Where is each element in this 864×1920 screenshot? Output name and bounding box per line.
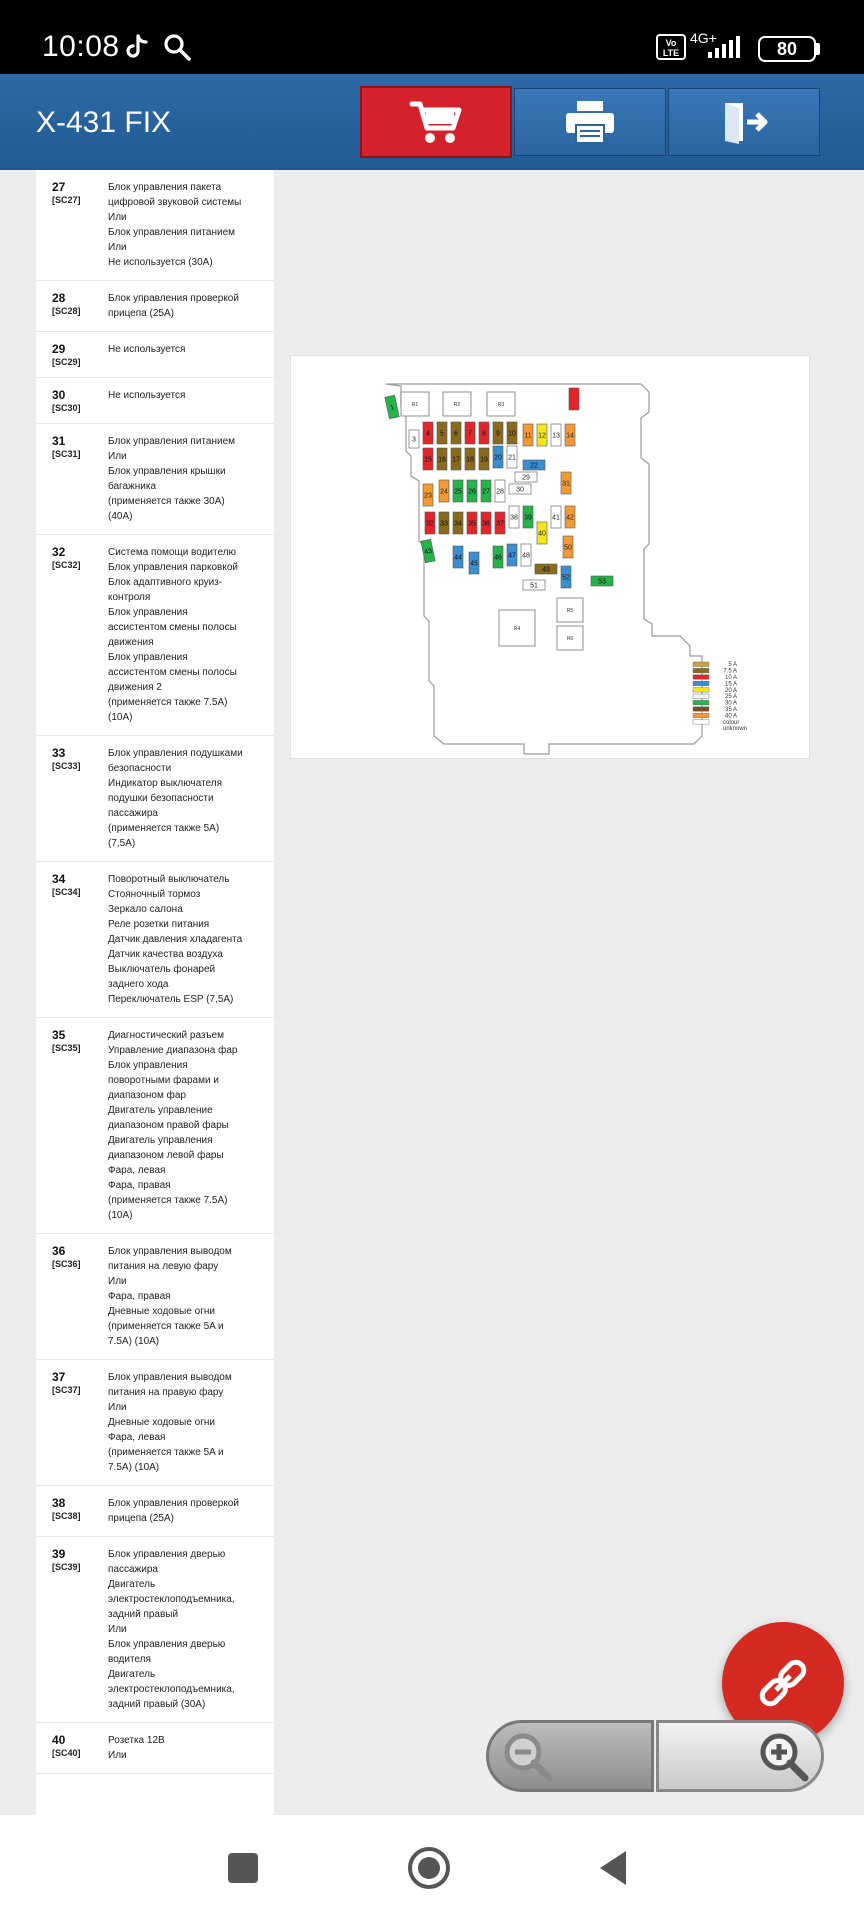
fuse-20 xyxy=(493,446,503,468)
svg-text:25 A: 25 A xyxy=(724,694,737,701)
fuse-16 xyxy=(437,448,447,470)
fuse-14 xyxy=(565,424,575,446)
fuse-code: [SC34] xyxy=(52,887,81,897)
fuse-46 xyxy=(493,546,503,568)
fuse-list-item xyxy=(36,862,274,1018)
fuse-number: 31 xyxy=(52,434,66,448)
fuse-47 xyxy=(507,544,517,566)
fuse-id xyxy=(52,180,108,270)
fuse-28 xyxy=(495,480,505,502)
svg-text:20 A: 20 A xyxy=(724,687,737,694)
relay-r6 xyxy=(557,626,583,650)
svg-text:1: 1 xyxy=(389,404,395,412)
legend-item xyxy=(693,707,737,713)
fuse-51 xyxy=(523,580,545,590)
back-triangle-icon[interactable] xyxy=(592,1843,642,1893)
exit-icon xyxy=(719,99,769,145)
fuse-10 xyxy=(507,422,517,444)
svg-text:R4: R4 xyxy=(513,626,521,632)
search-icon xyxy=(162,32,192,62)
fuse-26 xyxy=(467,480,477,502)
svg-text:52: 52 xyxy=(562,574,570,582)
fuse-41 xyxy=(551,506,561,528)
svg-text:12: 12 xyxy=(538,432,546,440)
svg-text:23: 23 xyxy=(424,492,432,500)
fuse-description: Блок управления выводом питания на правую фару Или Дневные ходовые огни Фара, левая (применяется также 5A и 7.5A) (10A) xyxy=(108,1372,232,1473)
fuse-list-item xyxy=(36,378,274,424)
fuse-list-item xyxy=(36,424,274,535)
svg-text:3: 3 xyxy=(412,436,416,444)
svg-text:20: 20 xyxy=(494,454,502,462)
svg-text:30 A: 30 A xyxy=(724,700,737,707)
svg-text:45: 45 xyxy=(470,560,478,568)
svg-text:31: 31 xyxy=(562,480,570,488)
svg-text:33: 33 xyxy=(440,520,448,528)
fuse-id xyxy=(52,291,108,321)
fuse-number: 35 xyxy=(52,1028,66,1042)
fuse-42 xyxy=(565,506,575,528)
svg-text:7.5 A: 7.5 A xyxy=(723,668,737,675)
svg-text:10 A: 10 A xyxy=(724,675,737,681)
fuse-id xyxy=(52,746,108,851)
svg-text:28: 28 xyxy=(496,488,504,496)
fuse-30 xyxy=(509,484,531,494)
fuse-id xyxy=(52,342,108,367)
print-icon xyxy=(564,99,616,145)
fuse-list-item xyxy=(36,332,274,378)
svg-text:colourunknown: colour unknown xyxy=(723,719,748,733)
legend-item xyxy=(693,681,737,687)
svg-text:R1: R1 xyxy=(411,402,419,408)
fuse-code: [SC36] xyxy=(52,1259,81,1269)
recents-square-icon[interactable] xyxy=(218,1843,268,1893)
fuse-list-item xyxy=(36,1018,274,1234)
fuse-22 xyxy=(523,460,545,470)
svg-text:21: 21 xyxy=(508,454,516,462)
fuse-code: [SC29] xyxy=(52,357,81,367)
fuse-description: Блок управления выводом питания на левую фару Или Фара, правая Дневные ходовые огни (применяется также 5A и 7.5A) (10A) xyxy=(108,1246,232,1347)
fuse-list-item xyxy=(36,1360,274,1486)
legend-item xyxy=(693,662,737,668)
svg-text:7: 7 xyxy=(468,430,472,438)
status-bar xyxy=(0,0,864,74)
fuse-id xyxy=(52,1244,108,1349)
fuse-4 xyxy=(423,422,433,444)
fuse-description: Диагностический разъем Управление диапазона фар Блок управления поворотными фарами и диапазоном фар Двигатель управление диапазоном правой фары Двигатель управления диапазоном левой фары Фара, левая Фара, правая (применяется также 7.5A) (10A) xyxy=(108,1030,238,1221)
fuse-5 xyxy=(437,422,447,444)
svg-text:35: 35 xyxy=(468,520,476,528)
fuse-49 xyxy=(535,564,557,574)
relay-r5 xyxy=(557,598,583,622)
tiktok-icon xyxy=(122,32,152,62)
fuse-15 xyxy=(423,448,433,470)
svg-text:34: 34 xyxy=(454,520,462,528)
svg-text:13: 13 xyxy=(552,432,560,440)
fuse-number: 40 xyxy=(52,1733,66,1747)
fuse-list-item xyxy=(36,281,274,332)
fuse-number: 36 xyxy=(52,1244,66,1258)
fuse-19 xyxy=(479,448,489,470)
fuse-description: Блок управления проверкой прицепа (25A) xyxy=(108,293,239,319)
link-icon xyxy=(751,1651,815,1715)
fuse-7 xyxy=(465,422,475,444)
app-title: X-431 FIX xyxy=(36,106,172,139)
fuse-6 xyxy=(451,422,461,444)
fuse-code: [SC31] xyxy=(52,449,81,459)
fuse-id xyxy=(52,434,108,524)
legend-item xyxy=(693,668,737,674)
fuse-9 xyxy=(493,422,503,444)
fuse-number: 29 xyxy=(52,342,66,356)
fuse-53 xyxy=(591,576,613,586)
svg-text:9: 9 xyxy=(496,430,500,438)
svg-text:10: 10 xyxy=(508,430,516,438)
svg-text:51: 51 xyxy=(530,582,538,590)
svg-text:R2: R2 xyxy=(453,402,461,408)
fuse-40 xyxy=(537,522,547,544)
svg-text:24: 24 xyxy=(440,488,448,496)
fuse-id xyxy=(52,1496,108,1526)
svg-text:R3: R3 xyxy=(497,402,505,408)
svg-text:17: 17 xyxy=(452,456,460,464)
fuse-29 xyxy=(515,472,537,482)
fuse-1 xyxy=(385,395,399,419)
relay-r3 xyxy=(487,392,515,416)
legend-item xyxy=(693,694,737,700)
battery-tip xyxy=(816,43,820,55)
svg-text:32: 32 xyxy=(426,520,434,528)
fuse-id xyxy=(52,1370,108,1475)
fuse-33 xyxy=(439,512,449,534)
svg-text:R6: R6 xyxy=(566,636,574,642)
fuse-code: [SC30] xyxy=(52,403,81,413)
fuse-36 xyxy=(481,512,491,534)
svg-text:40 A: 40 A xyxy=(724,713,737,720)
svg-text:26: 26 xyxy=(468,488,476,496)
svg-text:5: 5 xyxy=(440,430,444,438)
legend-item xyxy=(693,675,737,681)
fuse-description: Не используется xyxy=(108,344,186,355)
fuse-number: 32 xyxy=(52,545,66,559)
fuse-48 xyxy=(521,544,531,566)
fuse-number: 30 xyxy=(52,388,66,402)
fuse-list-item xyxy=(36,170,274,281)
svg-text:44: 44 xyxy=(454,554,462,562)
fuse-list[interactable] xyxy=(36,170,274,1815)
fuse-39 xyxy=(523,506,533,528)
fuse-8 xyxy=(479,422,489,444)
fuse-code: [SC40] xyxy=(52,1748,81,1758)
fuse-list-item xyxy=(36,736,274,862)
fuse-31 xyxy=(561,472,571,494)
fuse-description: Блок управления дверью пассажира Двигатель электростеклоподъемника, задний правый Или Блок управления дверью водителя Двигатель электростеклоподъемника, задний правый (30A) xyxy=(108,1549,235,1710)
svg-text:15: 15 xyxy=(424,456,432,464)
fuse-list-item xyxy=(36,535,274,736)
fuse-3 xyxy=(409,430,419,448)
cart-button[interactable] xyxy=(360,86,512,158)
svg-text:29: 29 xyxy=(522,474,530,482)
fuse-box-diagram[interactable] xyxy=(290,355,810,759)
fuse-12 xyxy=(537,424,547,446)
svg-text:48: 48 xyxy=(522,552,530,560)
home-circle-icon[interactable] xyxy=(404,1843,454,1893)
relay-r2 xyxy=(443,392,471,416)
legend-item xyxy=(693,700,737,706)
fuse-list-item xyxy=(36,1486,274,1537)
fuse-43 xyxy=(421,539,435,563)
fuse-number: 34 xyxy=(52,872,66,886)
svg-text:25: 25 xyxy=(454,488,462,496)
fuse-description: Блок управления подушками безопасности Индикатор выключателя подушки безопасности пассажира (применяется также 5A) (7,5A) xyxy=(108,748,243,849)
fuse-code: [SC33] xyxy=(52,761,81,771)
svg-text:39: 39 xyxy=(524,514,532,522)
fuse-34 xyxy=(453,512,463,534)
fuse-21 xyxy=(507,446,517,468)
fuse-description: Блок управления пакета цифровой звуковой системы Или Блок управления питанием Или Не используется (30A) xyxy=(108,182,242,268)
svg-text:36: 36 xyxy=(482,520,490,528)
svg-text:50: 50 xyxy=(564,544,572,552)
svg-text:46: 46 xyxy=(494,554,502,562)
fuse-code: [SC39] xyxy=(52,1562,81,1572)
zoom-in-button[interactable] xyxy=(656,1720,824,1792)
fuse-code: [SC35] xyxy=(52,1043,81,1053)
fuse-id xyxy=(52,545,108,725)
fuse-code: [SC27] xyxy=(52,195,81,205)
relay-r1 xyxy=(401,392,429,416)
svg-text:5 A: 5 A xyxy=(728,662,737,669)
fuse-number: 37 xyxy=(52,1370,66,1384)
svg-text:22: 22 xyxy=(530,462,538,470)
svg-text:6: 6 xyxy=(454,430,458,438)
svg-text:47: 47 xyxy=(508,552,516,560)
svg-text:41: 41 xyxy=(552,514,560,522)
svg-text:38: 38 xyxy=(510,514,518,522)
fuse-27 xyxy=(481,480,491,502)
fuse-code: [SC38] xyxy=(52,1511,81,1521)
app-header xyxy=(0,74,864,170)
fuse-24 xyxy=(439,480,449,502)
fuse-44 xyxy=(453,546,463,568)
fuse-13 xyxy=(551,424,561,446)
fuse-description: Не используется xyxy=(108,390,186,401)
fuse-17 xyxy=(451,448,461,470)
fuse-list-item xyxy=(36,1723,274,1774)
fuse-number: 33 xyxy=(52,746,66,760)
fuse-11 xyxy=(523,424,533,446)
svg-text:42: 42 xyxy=(566,514,574,522)
system-nav-bar xyxy=(0,1815,864,1920)
legend-item xyxy=(693,720,747,733)
zoom-in-icon xyxy=(755,1728,811,1784)
signal-icon xyxy=(706,34,746,60)
fuse-id xyxy=(52,1733,108,1763)
fuse-code: [SC32] xyxy=(52,560,81,570)
svg-text:15 A: 15 A xyxy=(724,681,737,688)
cart-icon xyxy=(408,98,464,146)
fuse-code: [SC37] xyxy=(52,1385,81,1395)
fuse-number: 39 xyxy=(52,1547,66,1561)
fuse-50 xyxy=(563,536,573,558)
fuse-description: Розетка 12В Или xyxy=(108,1735,165,1761)
legend-item xyxy=(693,688,737,694)
fuse-number: 27 xyxy=(52,180,66,194)
svg-text:4: 4 xyxy=(426,430,430,438)
fuse-description: Блок управления питанием Или Блок управления крышки багажника (применяется также 30A) (40A) xyxy=(108,436,236,522)
battery-icon: 80 xyxy=(758,36,816,62)
svg-text:53: 53 xyxy=(598,578,606,586)
svg-text:14: 14 xyxy=(566,432,574,440)
svg-text:43: 43 xyxy=(423,547,433,557)
fuse-32 xyxy=(425,512,435,534)
fuse-45 xyxy=(469,552,479,574)
volte-badge: Vo LTE xyxy=(656,34,686,60)
svg-text:40: 40 xyxy=(538,530,546,538)
svg-text:R5: R5 xyxy=(566,608,574,614)
relay-r4 xyxy=(499,610,535,646)
fuse-52 xyxy=(561,566,571,588)
fuse-code: [SC28] xyxy=(52,306,81,316)
svg-text:16: 16 xyxy=(438,456,446,464)
fuse-unlabeled xyxy=(569,388,579,410)
fuse-23 xyxy=(423,484,433,506)
zoom-out-button[interactable] xyxy=(486,1720,654,1792)
fuse-list-item xyxy=(36,1234,274,1360)
zoom-out-icon xyxy=(499,1728,555,1784)
svg-text:19: 19 xyxy=(480,456,488,464)
fuse-id xyxy=(52,1028,108,1223)
fuse-description: Блок управления проверкой прицепа (25A) xyxy=(108,1498,239,1524)
fuse-35 xyxy=(467,512,477,534)
fuse-id xyxy=(52,1547,108,1712)
svg-text:11: 11 xyxy=(524,432,532,440)
fuse-id xyxy=(52,388,108,413)
fuse-number: 38 xyxy=(52,1496,66,1510)
svg-text:27: 27 xyxy=(482,488,490,496)
print-button[interactable] xyxy=(514,88,666,156)
fuse-37 xyxy=(495,512,505,534)
svg-text:49: 49 xyxy=(542,566,550,574)
fuse-18 xyxy=(465,448,475,470)
fuse-38 xyxy=(509,506,519,528)
svg-text:30: 30 xyxy=(516,486,524,494)
svg-text:18: 18 xyxy=(466,456,474,464)
svg-text:35 A: 35 A xyxy=(724,707,737,713)
fuse-25 xyxy=(453,480,463,502)
legend-item xyxy=(693,713,737,719)
fuse-list-item xyxy=(36,1537,274,1723)
fuse-box-svg xyxy=(291,356,811,760)
fuse-description: Поворотный выключатель Стояночный тормоз Зеркало салона Реле розетки питания Датчик давления хладагента Датчик качества воздуха Выключатель фонарей заднего хода Переключатель ESP (7,5A) xyxy=(108,874,243,1005)
fuse-description: Система помощи водителю Блок управления парковкой Блок адаптивного круиз- контроля Блок управления ассистентом смены полосы движения Блок управления ассистентом смены полосы движения 2 (применяется также 7.5A) (10A) xyxy=(108,547,238,723)
network-type: 4G+ xyxy=(690,30,717,46)
fuse-number: 28 xyxy=(52,291,66,305)
exit-button[interactable] xyxy=(668,88,820,156)
fuse-id xyxy=(52,872,108,1007)
status-time: 10:08 xyxy=(42,30,120,63)
svg-text:37: 37 xyxy=(496,520,504,528)
svg-text:8: 8 xyxy=(482,430,486,438)
